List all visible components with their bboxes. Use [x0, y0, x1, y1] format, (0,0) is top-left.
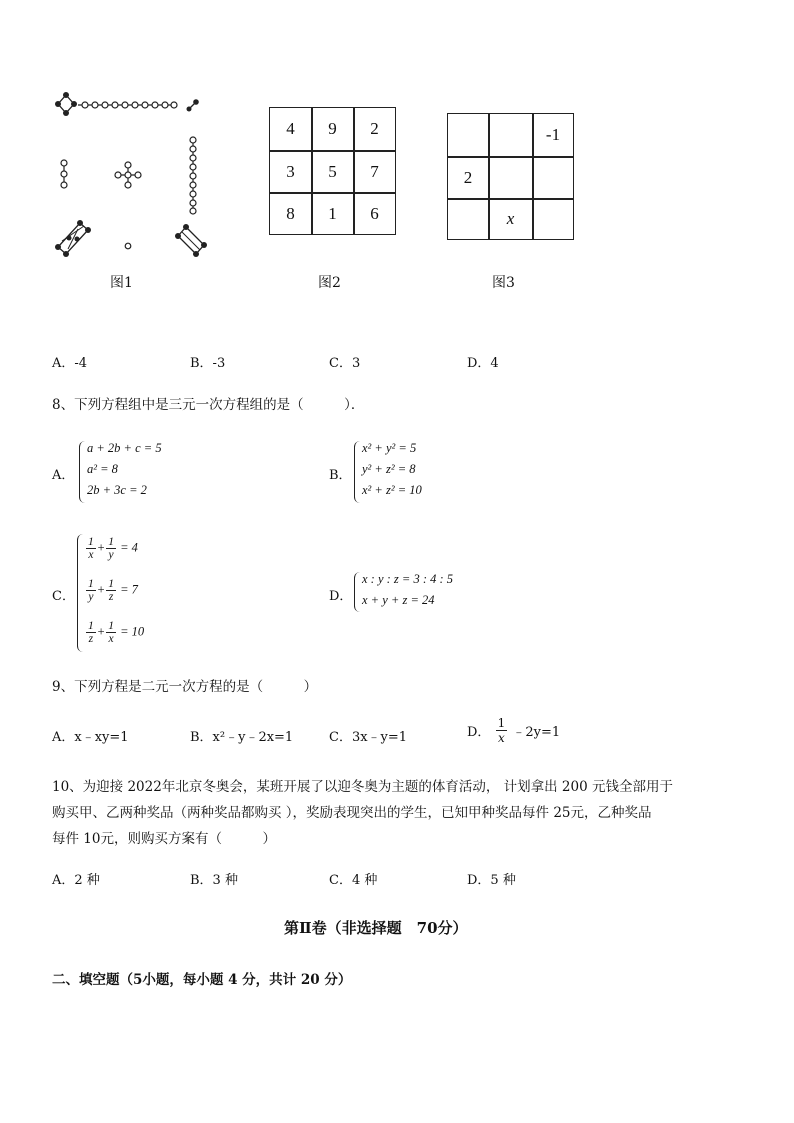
brace	[77, 534, 84, 652]
q8-option-b-system	[354, 441, 464, 503]
equation: $\frac{1}{z}$ + $\frac{1}{x}$ = 10	[88, 620, 145, 645]
q10-stem-line-2: 购买甲、乙两种奖品（两种奖品都购买 ），奖励表现突出的学生，已知甲种奖品每件 25元，乙种奖品	[52, 805, 652, 821]
q10-option-a: A．2 种	[52, 873, 100, 888]
brace	[354, 572, 361, 612]
figure-3-grid	[447, 113, 574, 240]
equation: a² = 8	[87, 462, 118, 476]
magic-cell: 3	[286, 162, 295, 181]
part-two-heading: 二、填空题（5小题，每小题 4 分，共计 20 分）	[52, 972, 352, 988]
q10-stem-line-3: 每件 10元，则购买方案有（ ）	[52, 831, 276, 847]
magic-cell: 4	[286, 119, 295, 138]
q7-option-b: B．-3	[190, 356, 226, 371]
magic-cell: 9	[328, 119, 337, 138]
grid-cell: -1	[545, 125, 561, 144]
magic-cell: 8	[286, 203, 295, 223]
equation: x + y + z = 24	[362, 593, 435, 607]
q8-stem: 8、下列方程组中是三元一次方程组的是（ ）．	[52, 397, 365, 413]
q9-option-a: A．x﹣xy=1	[52, 730, 129, 745]
q8-option-c-label: C．	[52, 589, 75, 604]
magic-cell: 1	[328, 203, 337, 223]
q9-option-d-label: D．	[467, 725, 491, 740]
q7-option-c: C．3	[329, 356, 361, 371]
equation: x : y : z = 3 : 4 : 5	[362, 572, 454, 586]
section-title: 第Ⅱ卷（非选择题 70分）	[284, 919, 468, 937]
equation: $\frac{1}{x}$ + $\frac{1}{y}$ = 4	[88, 536, 138, 561]
q8-option-d-system	[354, 572, 474, 612]
grid-cell: x	[506, 209, 515, 228]
q9-option-b: B．x²﹣y﹣2x=1	[190, 730, 294, 745]
magic-cell: 6	[370, 203, 379, 223]
fraction: $\frac{1}{x}$	[497, 716, 506, 745]
figure-3-caption: 图3	[492, 275, 515, 291]
q8-option-c-system	[77, 534, 187, 652]
figure-2-magic-square	[269, 107, 396, 235]
q10-option-c: C．4 种	[329, 873, 378, 888]
q10-stem-line-1: 10、为迎接 2022年北京冬奥会，某班开展了以迎冬奥为主题的体育活动， 计划拿出 200 元钱全部用于	[52, 779, 673, 795]
brace	[79, 441, 86, 503]
equation: $\frac{1}{y}$ + $\frac{1}{z}$ = 7	[88, 578, 138, 603]
q8-option-a-system	[79, 441, 199, 503]
q9-option-d	[467, 716, 560, 745]
q10-option-d: D．5 种	[467, 873, 516, 888]
q8-option-b-label: B．	[329, 468, 352, 483]
equation: y² + z² = 8	[362, 462, 416, 476]
q7-option-d: D．4	[467, 356, 499, 371]
brace	[354, 441, 361, 503]
q10-option-b: B．3 种	[190, 873, 238, 888]
equation: x² + z² = 10	[362, 483, 422, 497]
magic-cell: 7	[370, 162, 379, 181]
q7-option-a: A．-4	[52, 356, 88, 371]
q9-stem: 9、下列方程是二元一次方程的是（ ）	[52, 679, 318, 695]
q8-option-a-label: A．	[52, 468, 75, 483]
magic-cell: 5	[328, 162, 337, 181]
q9-option-d-rest: ﹣2y=1	[512, 725, 561, 740]
equation: 2b + 3c = 2	[87, 483, 147, 497]
q8-option-d-label: D．	[329, 589, 353, 604]
figure-1-bead-pattern	[48, 92, 208, 262]
figure-1-caption: 图1	[110, 275, 133, 291]
equation: a + 2b + c = 5	[87, 441, 162, 455]
equation: x² + y² = 5	[362, 441, 417, 455]
grid-cell: 2	[463, 168, 473, 187]
q9-option-c: C．3x﹣y=1	[329, 730, 408, 745]
magic-cell: 2	[370, 119, 379, 138]
figure-2-caption: 图2	[318, 275, 341, 291]
